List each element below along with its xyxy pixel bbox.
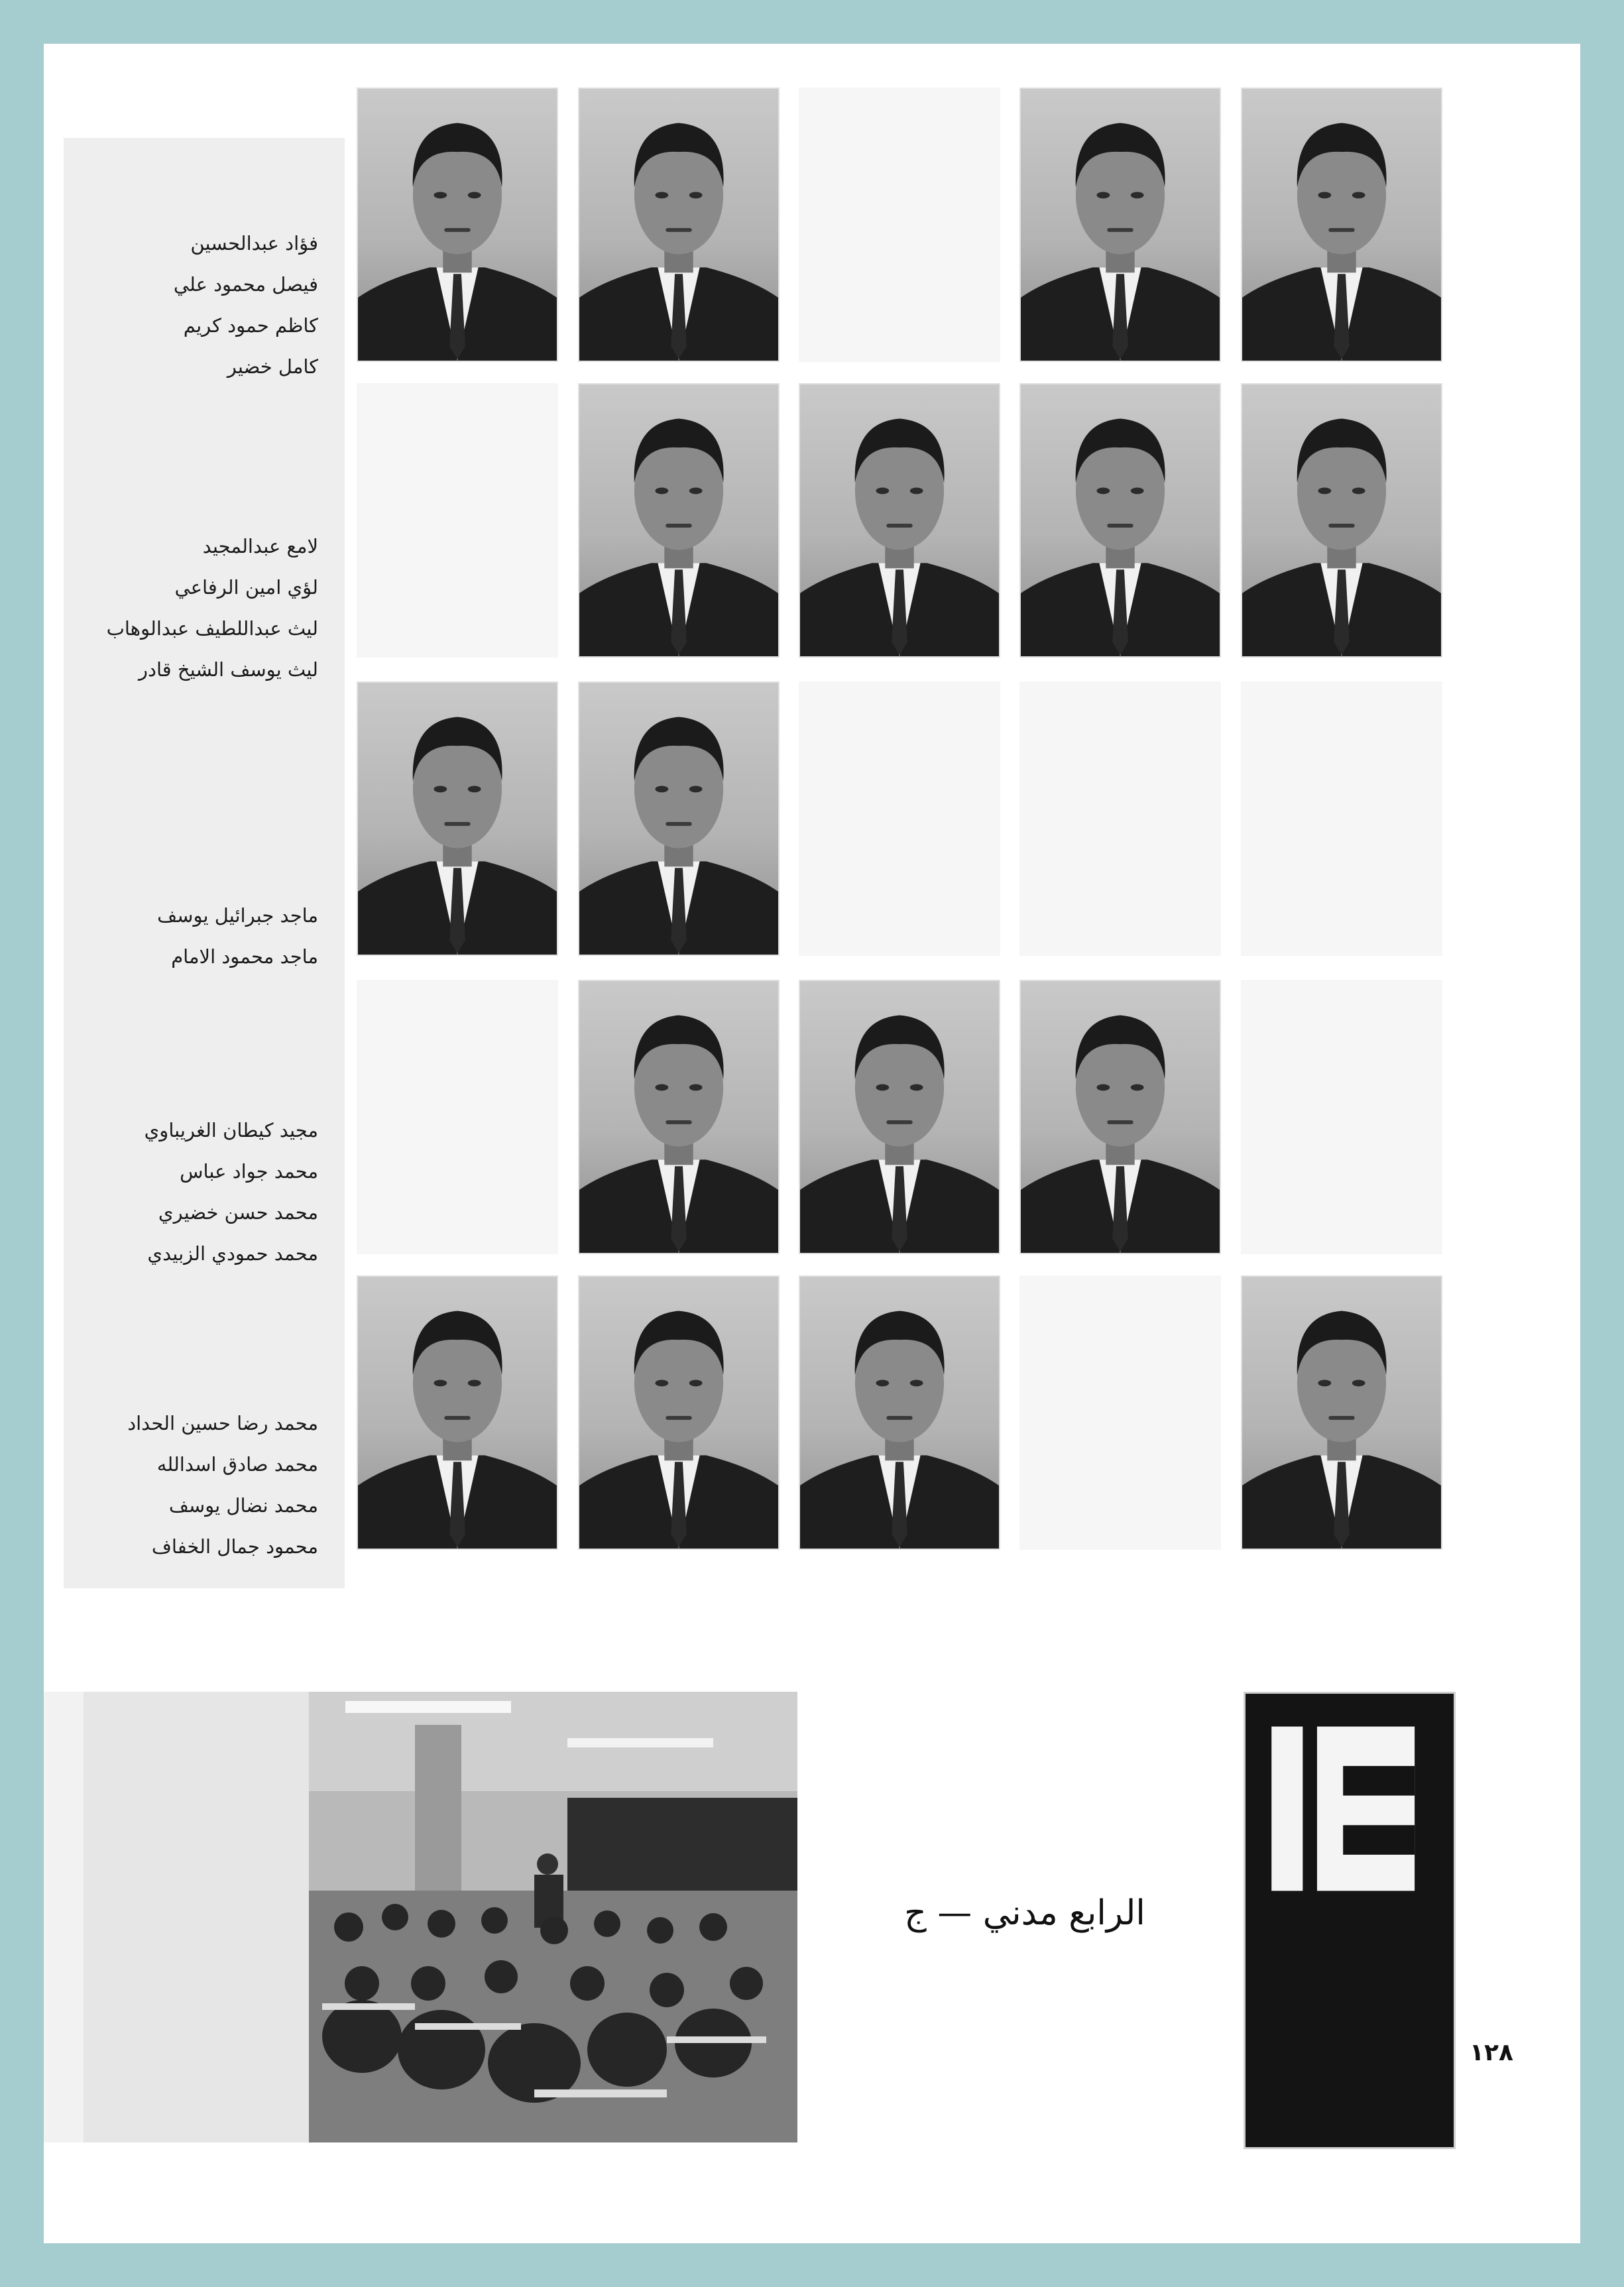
- student-name: ماجد محمود الامام: [171, 945, 318, 968]
- student-name: محمد رضا حسين الحداد: [127, 1412, 318, 1435]
- empty-photo-slot: [1241, 681, 1442, 956]
- student-name: لؤي امين الرفاعي: [174, 576, 318, 599]
- student-portrait: [357, 1275, 558, 1550]
- student-name: كامل خضير: [227, 355, 318, 378]
- student-name: ماجد جبرائيل يوسف: [157, 904, 318, 927]
- student-name: محمد صادق اسدالله: [156, 1453, 318, 1476]
- student-portrait: [578, 383, 780, 658]
- empty-photo-slot: [799, 88, 1000, 362]
- student-portrait: [799, 1275, 1000, 1550]
- name-group-5: [90, 1403, 318, 1567]
- name-group-4: [90, 1110, 318, 1274]
- class-caption: الرابع مدني — ج: [904, 1893, 1145, 1933]
- student-name: محمد جواد عباس: [180, 1160, 318, 1183]
- door-photo: [1244, 1692, 1456, 2149]
- student-portrait: [1241, 383, 1442, 658]
- classroom-photo: [44, 1692, 797, 2142]
- name-group-2: [90, 526, 318, 690]
- student-name: محمد حسن خضيري: [158, 1201, 318, 1224]
- student-portrait: [1241, 88, 1442, 362]
- student-portrait: [357, 681, 558, 956]
- empty-photo-slot: [1019, 681, 1221, 956]
- name-group-1: [90, 223, 318, 387]
- student-portrait: [578, 1275, 780, 1550]
- classroom-image: [44, 1692, 797, 2142]
- student-name: ليث عبداللطيف عبدالوهاب: [106, 617, 318, 640]
- door-sign-image: [1246, 1694, 1454, 2147]
- student-name: مجيد كيطان الغريباوي: [144, 1119, 318, 1142]
- student-name: محمد نضال يوسف: [168, 1494, 318, 1517]
- student-portrait: [357, 88, 558, 362]
- student-name: محمود جمال الخفاف: [151, 1535, 318, 1558]
- student-name: ليث يوسف الشيخ قادر: [139, 658, 318, 681]
- empty-photo-slot: [357, 383, 558, 658]
- empty-photo-slot: [1019, 1275, 1221, 1550]
- student-name: فؤاد عبدالحسين: [190, 232, 318, 255]
- student-portrait: [799, 980, 1000, 1254]
- page-number: ١٢٨: [1470, 2039, 1513, 2066]
- name-group-3: [90, 895, 318, 977]
- student-name: محمد حمودي الزبيدي: [147, 1242, 318, 1265]
- empty-photo-slot: [357, 980, 558, 1254]
- empty-photo-slot: [1241, 980, 1442, 1254]
- empty-photo-slot: [799, 681, 1000, 956]
- student-portrait: [1019, 980, 1221, 1254]
- names-column: [64, 138, 345, 1588]
- yearbook-page: [44, 44, 1580, 2243]
- student-portrait: [1241, 1275, 1442, 1550]
- student-portrait: [578, 980, 780, 1254]
- student-name: فيصل محمود علي: [173, 273, 318, 296]
- student-name: كاظم حمود كريم: [183, 314, 318, 337]
- student-portrait: [578, 88, 780, 362]
- student-portrait: [799, 383, 1000, 658]
- student-portrait: [578, 681, 780, 956]
- student-name: لامع عبدالمجيد: [202, 535, 318, 557]
- student-portrait: [1019, 383, 1221, 658]
- student-portrait: [1019, 88, 1221, 362]
